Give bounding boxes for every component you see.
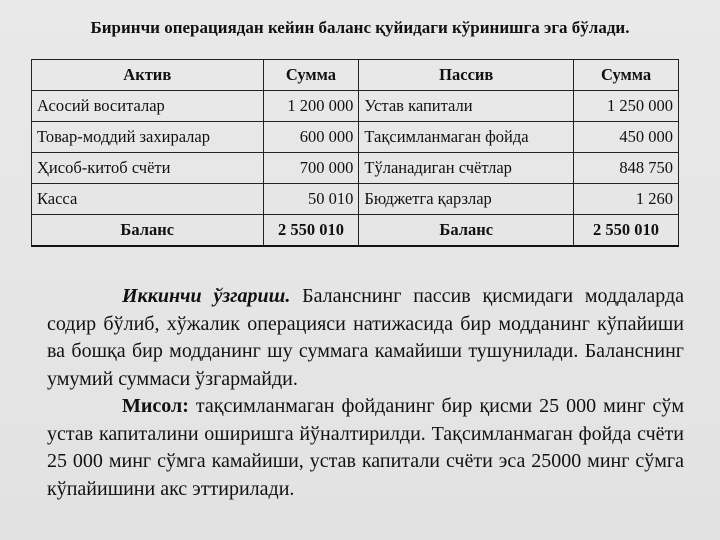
asset-name: Товар-моддий захиралар bbox=[32, 122, 264, 153]
total-liability-label: Баланс bbox=[359, 215, 574, 246]
liability-sum: 450 000 bbox=[574, 122, 679, 153]
liability-sum: 848 750 bbox=[574, 153, 679, 184]
liability-name: Бюджетга қарзлар bbox=[359, 184, 574, 215]
asset-sum: 700 000 bbox=[263, 153, 359, 184]
paragraph-second-change bbox=[47, 283, 684, 393]
total-asset-sum: 2 550 010 bbox=[263, 215, 359, 246]
asset-name: Ҳисоб-китоб счёти bbox=[32, 153, 264, 184]
paragraph-example bbox=[47, 393, 684, 503]
table-row bbox=[32, 153, 679, 184]
asset-sum: 600 000 bbox=[263, 122, 359, 153]
asset-name: Касса bbox=[32, 184, 264, 215]
asset-sum: 1 200 000 bbox=[263, 91, 359, 122]
paragraph-lead: Мисол: bbox=[122, 395, 189, 417]
liability-name: Устав капитали bbox=[359, 91, 574, 122]
total-asset-label: Баланс bbox=[32, 215, 264, 246]
total-liability-sum: 2 550 010 bbox=[574, 215, 679, 246]
paragraph-lead: Иккинчи ўзгариш. bbox=[122, 285, 291, 307]
table-total-row bbox=[32, 215, 679, 246]
table-row bbox=[32, 184, 679, 215]
header-liability: Пассив bbox=[359, 60, 574, 91]
balance-table bbox=[31, 59, 679, 247]
paragraph-text: Баланснинг пассив қисмидаги моддаларда содир бўлиб, хўжалик операцияси натижасида бир модданинг кўпайиши ва бошқа бир модданинг шу суммага камайиши тушунилади. Баланснинг умумий суммаси ўзгармайди. bbox=[47, 285, 685, 390]
table-row bbox=[32, 91, 679, 122]
liability-name: Тақсимланмаган фойда bbox=[359, 122, 574, 153]
asset-name: Асосий воситалар bbox=[32, 91, 264, 122]
paragraph-text: тақсимланмаган фойданинг бир қисми 25 000 минг сўм устав капиталини оширишга йўналтирилди. Тақсимланмаган фойда счёти 25 000 минг сўмга камайиши, устав капитали счёти эса 25000 минг сўмга кўпайишини акс эттирилади. bbox=[47, 395, 684, 500]
header-liability-sum: Сумма bbox=[574, 60, 679, 91]
asset-sum: 50 010 bbox=[263, 184, 359, 215]
table-row bbox=[32, 122, 679, 153]
liability-name: Тўланадиган счётлар bbox=[359, 153, 574, 184]
page-title: Биринчи операциядан кейин баланс қуйидаги кўринишга эга бўлади. bbox=[90, 18, 630, 37]
header-asset-sum: Сумма bbox=[263, 60, 359, 91]
header-asset: Актив bbox=[32, 60, 264, 91]
body-text bbox=[47, 283, 684, 503]
table-header-row bbox=[32, 60, 679, 91]
liability-sum: 1 250 000 bbox=[574, 91, 679, 122]
liability-sum: 1 260 bbox=[574, 184, 679, 215]
